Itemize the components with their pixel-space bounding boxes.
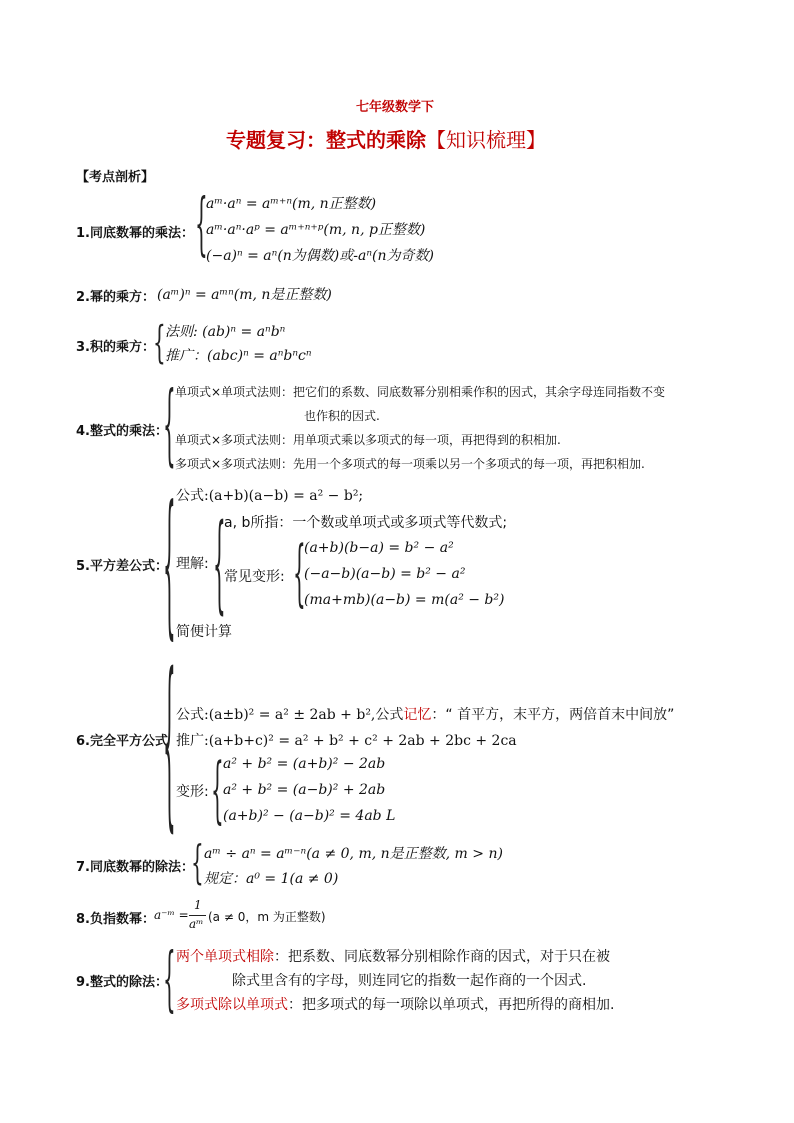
s6-variants-brace: { bbox=[211, 745, 224, 833]
s5-brace: { bbox=[163, 468, 176, 656]
s5-meaning: a, b所指：一个数或单项式或多项式等代数式; bbox=[224, 515, 508, 531]
s8-label: 8.负指数幂： bbox=[76, 912, 155, 927]
s6-brace: { bbox=[163, 629, 176, 851]
s6-memory-word: 记忆 bbox=[403, 707, 432, 723]
s2-formula: (aᵐ)ⁿ = aᵐⁿ(m, n是正整数) bbox=[157, 287, 332, 303]
s9-rule-1-text: ：把系数、同底数幂分别相除作商的因式，对于只在被 bbox=[274, 949, 610, 965]
s3-line-2: 推广：(abc)ⁿ = aⁿbⁿcⁿ bbox=[165, 348, 312, 364]
s6-variant-2: a² + b² = (a−b)² + 2ab bbox=[223, 782, 386, 798]
s5-label: 5.平方差公式： bbox=[76, 559, 168, 574]
s9-rule-2-title: 多项式除以单项式 bbox=[176, 997, 288, 1013]
s6-variant-1: a² + b² = (a+b)² − 2ab bbox=[223, 756, 386, 772]
page-title bbox=[226, 124, 546, 153]
s5-variant-1: (a+b)(b−a) = b² − a² bbox=[304, 540, 454, 556]
s6-variants-label: 变形: bbox=[176, 784, 209, 800]
s9-label: 9.整式的除法： bbox=[76, 975, 168, 990]
s8-fraction-denominator: aᵐ bbox=[189, 917, 204, 931]
s6-formula-text: 公式:(a±b)² = a² ± 2ab + b²,公式 bbox=[176, 707, 404, 723]
s7-label: 7.同底数幂的除法： bbox=[76, 860, 194, 875]
s6-memory-rest: ：“ 首平方，末平方，两倍首末中间放” bbox=[431, 707, 675, 723]
s2-label: 2.幂的乘方： bbox=[76, 290, 155, 305]
page-title-main: 专题复习：整式的乘除 bbox=[226, 128, 426, 152]
s1-brace: { bbox=[195, 182, 208, 264]
s4-line-1-cont: 也作积的因式. bbox=[304, 409, 380, 423]
s6-variant-3: (a+b)² − (a−b)² = 4ab L bbox=[223, 808, 396, 824]
s7-brace: { bbox=[191, 834, 204, 890]
s9-rule-1 bbox=[176, 946, 610, 966]
s9-rule-1-cont: 除式里含有的字母，则连同它的指数一起作商的一个因式. bbox=[232, 973, 587, 989]
s5-formula: 公式:(a+b)(a−b) = a² − b²; bbox=[176, 488, 364, 504]
page-title-bracket: 【知识梳理】 bbox=[426, 128, 546, 152]
s3-line-1: 法则: (ab)ⁿ = aⁿbⁿ bbox=[165, 324, 286, 340]
s1-line-3: (−a)ⁿ = aⁿ(n为偶数)或-aⁿ(n为奇数) bbox=[206, 248, 434, 264]
s7-line-2: 规定：a⁰ = 1(a ≠ 0) bbox=[204, 871, 339, 887]
grade-label: 七年级数学下 bbox=[356, 100, 435, 115]
s3-label: 3.积的乘方： bbox=[76, 340, 155, 355]
s4-label: 4.整式的乘法： bbox=[76, 424, 168, 439]
s1-line-2: aᵐ·aⁿ·aᵖ = aᵐ⁺ⁿ⁺ᵖ(m, n, p正整数) bbox=[206, 222, 426, 238]
s5-variants-brace: { bbox=[293, 528, 306, 616]
s9-rule-2-text: ：把多项式的每一项除以单项式，再把所得的商相加. bbox=[288, 997, 615, 1013]
s6-label: 6.完全平方公式 bbox=[76, 734, 168, 749]
s8-fraction-bar bbox=[189, 915, 206, 916]
s1-label: 1.同底数幂的乘法： bbox=[76, 226, 194, 241]
s3-brace: { bbox=[153, 315, 166, 369]
s5-variant-2: (−a−b)(a−b) = b² − a² bbox=[304, 566, 466, 582]
s5-understand: 理解: bbox=[176, 556, 209, 572]
s5-simple: 简便计算 bbox=[176, 624, 232, 640]
s1-line-1: aᵐ·aⁿ = aᵐ⁺ⁿ(m, n正整数) bbox=[206, 196, 377, 212]
s4-line-3: 多项式×多项式法则：先用一个多项式的每一项乘以另一个多项式的每一项，再把积相加. bbox=[175, 457, 645, 471]
s4-brace: { bbox=[163, 370, 176, 476]
analysis-heading: 【考点剖析】 bbox=[76, 170, 155, 185]
s8-cond: (a ≠ 0，m 为正整数) bbox=[208, 910, 326, 924]
s9-rule-2 bbox=[176, 994, 614, 1014]
s4-line-2: 单项式×多项式法则：用单项式乘以多项式的每一项，再把得到的积相加. bbox=[175, 433, 561, 447]
s6-extension: 推广:(a+b+c)² = a² + b² + c² + 2ab + 2bc + 2ca bbox=[176, 733, 517, 749]
s5-variants-label: 常见变形: bbox=[224, 569, 285, 585]
s8-fraction-numerator: 1 bbox=[194, 898, 202, 912]
s9-rule-1-title: 两个单项式相除 bbox=[176, 949, 274, 965]
s6-formula bbox=[176, 704, 674, 724]
s9-brace: { bbox=[163, 936, 176, 1020]
s5-variant-3: (ma+mb)(a−b) = m(a² − b²) bbox=[304, 592, 505, 608]
s4-line-1: 单项式×单项式法则：把它们的系数、同底数幂分别相乘作积的因式，其余字母连同指数不变 bbox=[175, 385, 666, 399]
s8-lhs: a⁻ᵐ = bbox=[154, 908, 189, 922]
s5-understand-brace: { bbox=[213, 498, 226, 626]
s7-line-1: aᵐ ÷ aⁿ = aᵐ⁻ⁿ(a ≠ 0, m, n是正整数, m > n) bbox=[204, 846, 503, 862]
